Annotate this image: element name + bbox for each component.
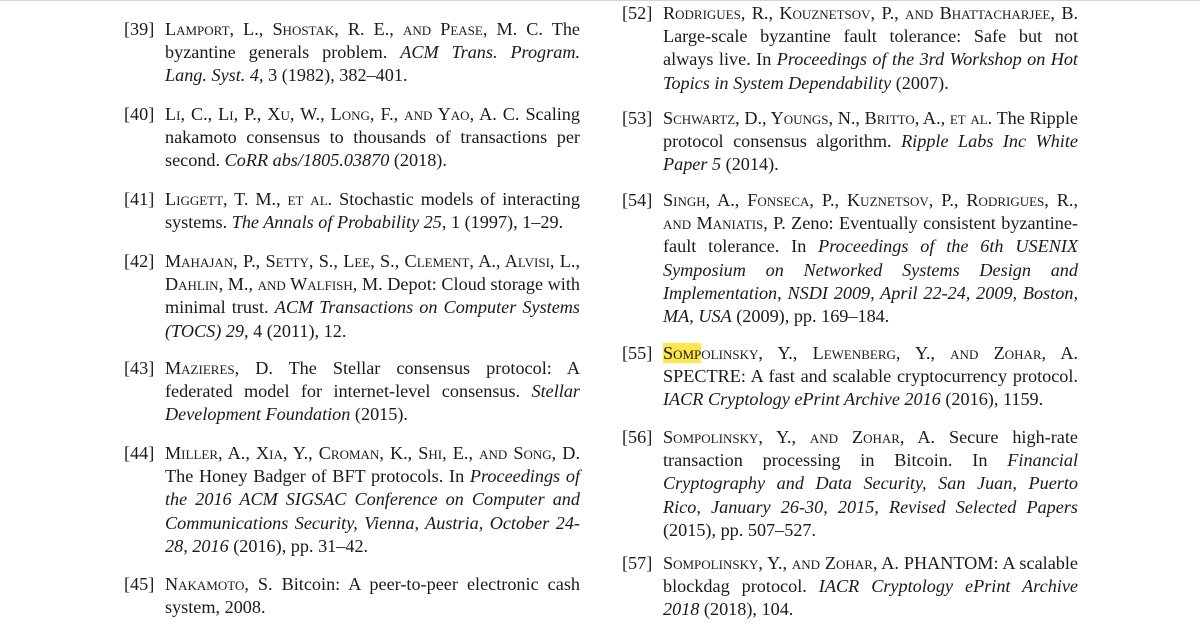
reference-body [165,442,580,558]
reference-authors: Schwartz, D., Youngs, N., Britto, A., et al. [663,108,993,128]
reference-41 [124,188,580,234]
reference-details: , 1 (1997), 1–29. [441,212,564,233]
reference-44 [124,442,580,558]
reference-venue: Stellar Development Foundation [165,381,580,425]
reference-body [663,342,1078,412]
reference-venue: IACR Cryptology ePrint Archive 2016 [663,389,941,410]
reference-details: (2014). [721,154,779,175]
reference-number: [42] [124,251,155,271]
reference-number: [55] [622,343,653,363]
reference-details: (2018), 104. [699,599,794,620]
reference-54 [622,189,1078,328]
reference-details: (2016), 1159. [940,389,1044,410]
reference-body [663,552,1078,622]
reference-number: [52] [622,3,653,23]
reference-authors: Singh, A., Fonseca, P., Kuznetsov, P., Rodrigues, R., and Maniatis, P. [663,190,1078,234]
reference-body [663,2,1078,95]
reference-details: (2016), pp. 31–42. [228,535,369,556]
reference-venue: ACM Transactions on Computer Systems (TOCS) 29 [165,297,580,341]
reference-title: Depot: Cloud storage with minimal trust. [165,274,580,318]
reference-venue: ACM Trans. Program. Lang. Syst. 4 [165,42,581,86]
reference-authors: Mazieres, D. [165,358,273,378]
reference-title: Secure high-rate transaction processing in Bitcoin. In [663,427,1078,471]
reference-56 [622,426,1078,542]
reference-title: Large-scale byzantine fault tolerance: Safe but not always live. In [663,26,1078,70]
search-highlight: Somp [663,343,702,363]
reference-55 [622,342,1078,412]
reference-number: [40] [124,104,155,124]
reference-body [165,103,580,173]
reference-number: [43] [124,358,155,378]
reference-venue: Financial Cryptography and Data Security, San Juan, Puerto Rico, January 26-30, 2015, Revised Selected Papers [663,450,1078,517]
reference-body [165,357,580,427]
reference-body [165,188,580,234]
reference-body [165,18,580,88]
reference-details: (2015), pp. 507–527. [663,519,817,540]
reference-number: [54] [622,190,653,210]
reference-42 [124,250,580,343]
reference-number: [45] [124,574,155,594]
reference-number: [56] [622,427,653,447]
reference-body [165,250,580,343]
reference-body [663,107,1078,177]
reference-number: [39] [124,19,155,39]
reference-venue: The Annals of Probability 25 [231,212,442,233]
reference-53 [622,107,1078,177]
reference-authors: Lamport, L., Shostak, R. E., and Pease, M. C. [165,19,543,39]
reference-details: (2015). [350,404,408,425]
reference-authors: Liggett, T. M., et al. [165,189,333,209]
reference-venue: Proceedings of the 3rd Workshop on Hot Topics in System Dependability [663,49,1078,93]
reference-body [663,426,1078,542]
reference-venue: Ripple Labs Inc White Paper 5 [663,131,1078,175]
reference-venue: Proceedings of the 6th USENIX Symposium on Networked Systems Design and Implementation, NSDI 2009, April 22-24, 2009, Boston, MA, USA [663,236,1078,327]
reference-venue: IACR Cryptology ePrint Archive 2018 [663,576,1078,620]
reference-authors: olinsky, Y., Lewenberg, Y., and Zohar, A. [701,343,1078,363]
page-edge [0,0,1200,1]
reference-number: [41] [124,189,155,209]
reference-40 [124,103,580,173]
reference-title: The Stellar consensus protocol: A federated model for internet-level consensus. [165,358,580,402]
reference-title: The Honey Badger of BFT protocols. In [165,466,470,487]
reference-details: (2018). [389,150,447,171]
reference-number: [57] [622,553,653,573]
reference-title: Zeno: Eventually consistent byzantine-fault tolerance. In [663,213,1078,257]
reference-details: , 4 (2011), 12. [244,320,347,341]
reference-title: Scaling nakamoto consensus to thousands of transactions per second. [165,104,580,171]
reference-number: [44] [124,443,155,463]
reference-authors: Sompolinsky, Y., and Zohar, A. [663,427,936,447]
reference-authors: Rodrigues, R., Kouznetsov, P., and Bhattacharjee, B. [663,3,1078,23]
reference-39 [124,18,580,88]
reference-number: [53] [622,108,653,128]
reference-authors: Nakamoto, S. [165,574,273,594]
reference-authors: Mahajan, P., Setty, S., Lee, S., Clement, A., Alvisi, L., Dahlin, M., and Walfish, M. [165,251,580,295]
reference-body [663,189,1078,328]
reference-title: Bitcoin: A peer-to-peer electronic cash system, 2008. [165,574,580,618]
reference-venue: CoRR abs/1805.03870 [224,150,390,171]
reference-authors: Sompolinsky, Y., and Zohar, A. [663,553,899,573]
reference-details: (2007). [891,72,949,93]
reference-body [165,573,580,619]
reference-authors: Miller, A., Xia, Y., Croman, K., Shi, E., and Song, D. [165,443,580,463]
reference-venue: Proceedings of the 2016 ACM SIGSAC Conference on Computer and Communications Security, Vienna, Austria, October 24-28, 2016 [165,466,580,556]
reference-authors: Li, C., Li, P., Xu, W., Long, F., and Yao, A. C. [165,104,520,124]
reference-52 [622,2,1078,95]
reference-title: PHANTOM: A scalable blockdag protocol. [663,553,1078,597]
reference-title: Stochastic models of interacting systems. [165,189,580,233]
reference-details: , 3 (1982), 382–401. [258,65,408,86]
reference-43 [124,357,580,427]
reference-57 [622,552,1078,622]
reference-title: The Ripple protocol consensus algorithm. [663,108,1078,152]
reference-title: The byzantine generals problem. [165,19,580,63]
reference-title: SPECTRE: A fast and scalable cryptocurrency protocol. [663,366,1078,387]
reference-45 [124,573,580,619]
reference-details: (2009), pp. 169–184. [731,306,890,327]
